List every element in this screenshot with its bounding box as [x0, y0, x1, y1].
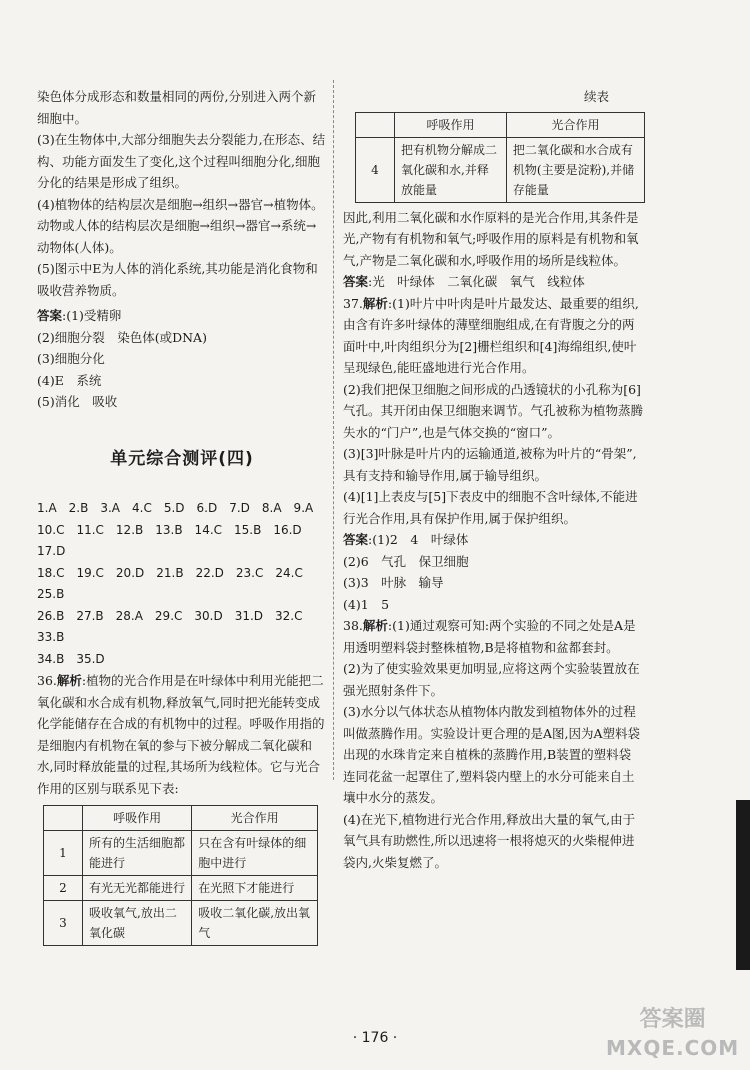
page-number: · 176 · — [352, 1030, 398, 1046]
choice-line: 10.C 11.C 12.B 13.B 14.C 15.B 16.D 17.D — [37, 522, 314, 558]
section-title: 单元综合测评(四) — [110, 448, 254, 469]
watermark-logo: 答案圈 MXQE.COM — [606, 1007, 740, 1060]
analysis-para: (4)[1]上表皮与[5]下表皮中的细胞不含叶绿体,不能进行光合作用,具有保护作用,属于保护组织。 — [343, 489, 638, 526]
answer-line: (5)消化 吸收 — [37, 394, 118, 409]
table-header — [44, 806, 83, 831]
table-header: 光合作用 — [192, 806, 318, 831]
table-header-row — [356, 112, 645, 137]
table-header-row — [44, 806, 318, 831]
answer-line: (2)细胞分裂 染色体(或DNA) — [37, 329, 207, 345]
cont-text: 染色体分成形态和数量相同的两份,分别进入两个新细胞中。 — [37, 89, 316, 126]
table-header: 呼吸作用 — [83, 806, 192, 831]
table-cell: 1 — [44, 831, 83, 876]
table-cell: 所有的生活细胞都能进行 — [83, 831, 192, 876]
q37-analysis: 37.解析:(1)叶片中叶肉是叶片最发达、最重要的组织,由含有许多叶绿体的薄壁细胞组成,在有背腹之分的两面叶中,叶肉组织分为[2]栅栏组织和[4]海绵组织,使叶呈现绿色,能旺盛地进行光合作用。 — [343, 295, 639, 375]
table-cell: 只在含有叶绿体的细胞中进行 — [192, 831, 318, 876]
table-cell: 把二氧化碳和水合成有机物(主要是淀粉),并储存能量 — [506, 137, 644, 202]
table-cell: 4 — [356, 137, 395, 202]
table-cell: 吸收氧气,放出二氧化碳 — [83, 901, 192, 946]
comparison-table-continued — [355, 112, 645, 203]
table-row — [44, 876, 318, 901]
column-divider — [333, 80, 335, 780]
table-header: 呼吸作用 — [395, 112, 507, 137]
page-edge-shadow — [736, 800, 750, 970]
cont-text: (3)在生物体中,大部分细胞失去分裂能力,在形态、结构、功能方面发生了变化,这个过程叫细胞分化,细胞分化的结果是形成了组织。 — [37, 132, 326, 190]
choice-line: 18.C 19.C 20.D 21.B 22.D 23.C 24.C 25.B — [37, 565, 315, 601]
table-row — [44, 831, 318, 876]
comparison-table — [43, 805, 318, 946]
table-cell: 把有机物分解成二氧化碳和水,并释放能量 — [395, 137, 507, 202]
answer-line: 答案:光 叶绿体 二氧化碳 氧气 线粒体 — [343, 274, 585, 289]
right-column — [343, 86, 643, 873]
cont-text: (5)图示中E为人体的消化系统,其功能是消化食物和吸收营养物质。 — [37, 261, 318, 298]
choice-line: 1.A 2.B 3.A 4.C 5.D 6.D 7.D 8.A 9.A — [37, 501, 314, 515]
continued-label: 续表 — [583, 89, 609, 104]
choice-line: 26.B 27.B 28.A 29.C 30.D 31.D 32.C 33.B — [37, 608, 315, 644]
answer-line: (3)3 叶脉 输导 — [343, 575, 444, 590]
answer-line: (4)1 5 — [343, 596, 390, 612]
q36-analysis: 36.解析:植物的光合作用是在叶绿体中利用光能把二氧化碳和水合成有机物,释放氧气,同时把光能转变成化学能储存在合成的有机物中的过程。呼吸作用指的是细胞内有机物在氧的参与下被分解成二氧化碳和水,同时释放能量的过程,其场所为线粒体。它与光合作用的区别与联系见下表: — [37, 673, 325, 796]
q38-analysis: 38.解析:(1)通过观察可知:两个实验的不同之处是A是用透明塑料袋封整株植物,B是将植物和盆都套封。 — [343, 618, 636, 655]
table-row — [356, 137, 645, 202]
answer-line: 答案:(1)2 4 叶绿体 — [343, 532, 469, 547]
choice-line: 34.B 35.D — [37, 651, 105, 666]
analysis-para: (4)在光下,植物进行光合作用,释放出大量的氧气,由于氧气具有助燃性,所以迅速将一根将熄灭的火柴棍伸进袋内,火柴复燃了。 — [343, 811, 636, 870]
table-header: 光合作用 — [506, 112, 644, 137]
answer-line: (2)6 气孔 保卫细胞 — [343, 553, 469, 569]
table-cell: 吸收二氧化碳,放出氧气 — [192, 901, 318, 946]
analysis-para: (2)我们把保卫细胞之间形成的凸透镜状的小孔称为[6]气孔。其开闭由保卫细胞来调节。气孔被称为植物蒸腾失水的“门户”,也是气体交换的“窗口”。 — [343, 381, 644, 440]
analysis-para: (3)水分以气体状态从植物体内散发到植物体外的过程叫做蒸腾作用。实验设计更合理的是A图,因为A塑料袋出现的水珠肯定来自植株的蒸腾作用,B装置的塑料袋连同花盆一起罩住了,塑料袋内壁上的水分可能来自土壤中水分的蒸发。 — [343, 704, 641, 805]
cont-text: (4)植物体的结构层次是细胞→组织→器官→植物体。动物或人体的结构层次是细胞→组织→器官→系统→动物体(人体)。 — [37, 196, 324, 255]
table-cell: 有光无光都能进行 — [83, 876, 192, 901]
table-cell: 在光照下才能进行 — [192, 876, 318, 901]
table-row — [44, 901, 318, 946]
table-cell: 3 — [44, 901, 83, 946]
left-column — [37, 86, 327, 946]
answer-line: (3)细胞分化 — [37, 351, 105, 366]
answer-line: (4)E 系统 — [37, 372, 102, 388]
answer-label: 答案 — [37, 308, 63, 323]
answer-line: 答案:(1)受精卵 — [37, 308, 122, 323]
choice-answers — [37, 498, 327, 670]
cont-text: 因此,利用二氧化碳和水作原料的是光合作用,其条件是光,产物有有机物和氧气;呼吸作用的原料是有机物和氧气,产物是二氧化碳和水,呼吸作用的场所是线粒体。 — [343, 209, 639, 268]
analysis-para: (3)[3]叶脉是叶片内的运输通道,被称为叶片的“骨架”,具有支持和输导作用,属于输导组织。 — [343, 446, 637, 483]
table-cell: 2 — [44, 876, 83, 901]
analysis-para: (2)为了使实验效果更加明显,应将这两个实验装置放在强光照射条件下。 — [343, 661, 640, 698]
table-header — [356, 112, 395, 137]
